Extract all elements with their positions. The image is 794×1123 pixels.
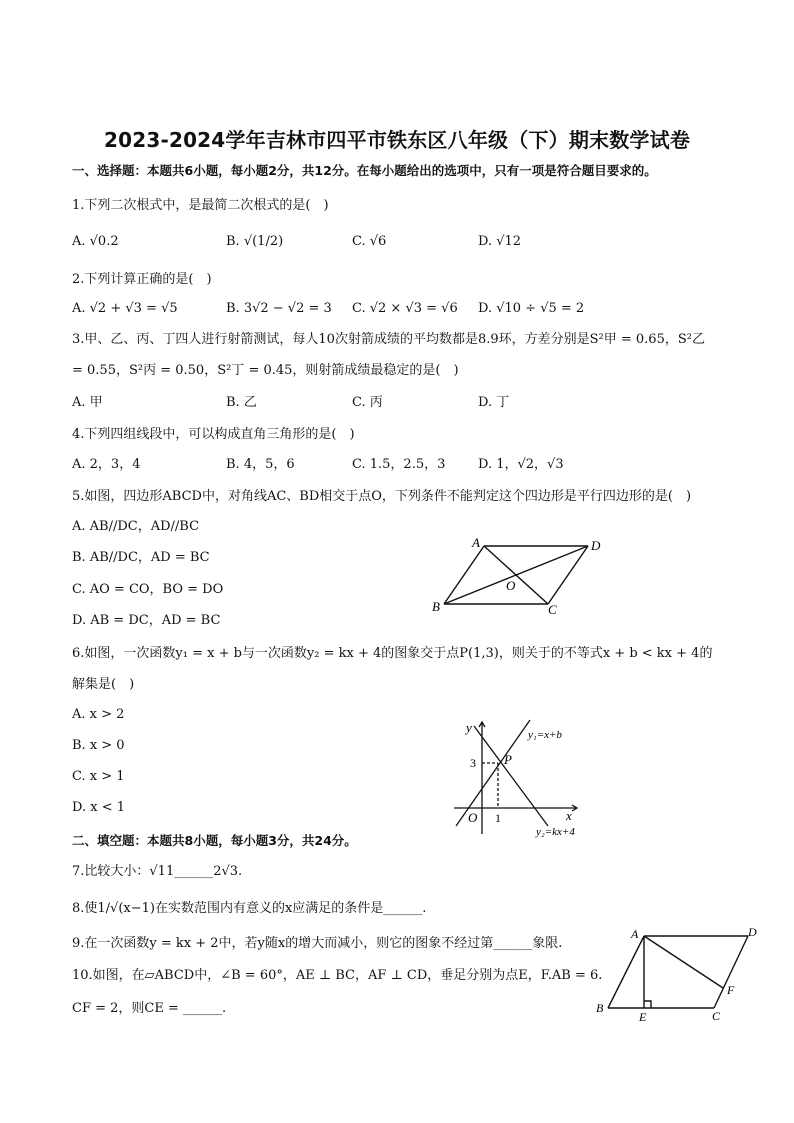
q3-option-b: B. 乙 xyxy=(226,395,257,410)
q5-label-o: O xyxy=(506,578,516,593)
q6-label-origin: O xyxy=(468,810,478,825)
q5-parallelogram-figure xyxy=(424,532,610,618)
q8-text: 8.使1/√(x−1)在实数范围内有意义的x应满足的条件是______. xyxy=(72,901,427,916)
q2-option-c: C. √2 × √3 = √6 xyxy=(352,301,458,316)
q6-option-d: D. x < 1 xyxy=(72,800,125,815)
section-1-heading: 一、选择题：本题共6小题，每小题2分，共12分。在每小题给出的选项中，只有一项是符合题目要求的。 xyxy=(72,163,657,178)
q1-option-a: A. √0.2 xyxy=(72,234,119,249)
q6-label-p: P xyxy=(504,752,512,767)
q5-label-a: A xyxy=(472,535,480,550)
q10-label-e: E xyxy=(639,1010,647,1024)
q1-option-b: B. √(1/2) xyxy=(226,234,284,249)
q4-option-d: D. 1，√2，√3 xyxy=(478,457,564,472)
q10-parallelogram-figure xyxy=(590,924,762,1024)
q1-stem: 1.下列二次根式中，是最简二次根式的是( ) xyxy=(72,198,329,213)
exam-title: 2023-2024学年吉林市四平市铁东区八年级（下）期末数学试卷 xyxy=(103,128,691,152)
q10-label-c: C xyxy=(712,1009,721,1023)
q6-stem-line2: 解集是( ) xyxy=(72,677,135,692)
q3-option-c: C. 丙 xyxy=(352,395,383,410)
q10-line2: CF = 2，则CE = ______. xyxy=(72,1001,227,1016)
q10-label-f: F xyxy=(727,983,735,997)
q10-label-b: B xyxy=(596,1001,604,1015)
q6-function-graph xyxy=(446,716,606,840)
q4-option-a: A. 2，3，4 xyxy=(72,457,141,472)
q3-option-a: A. 甲 xyxy=(72,395,103,410)
q5-label-c: C xyxy=(548,602,557,617)
q6-label-1: 1 xyxy=(495,811,501,825)
q10-label-a: A xyxy=(631,927,639,941)
q10-line1: 10.如图，在▱ABCD中，∠B = 60°，AE ⊥ BC，AF ⊥ CD，垂足分别为点E，F.AB = 6. xyxy=(72,968,603,983)
q4-option-b: B. 4，5，6 xyxy=(226,457,295,472)
q6-label-y1: y₁=x+b xyxy=(528,729,562,741)
q7-text: 7.比较大小：√11______2√3. xyxy=(72,864,243,879)
q5-stem: 5.如图，四边形ABCD中，对角线AC、BD相交于点O，下列条件不能判定这个四边形是平行四边形的是( ) xyxy=(72,489,692,504)
q6-label-y2: y₂=kx+4 xyxy=(536,826,575,838)
q3-option-d: D. 丁 xyxy=(478,395,510,410)
q3-stem-line2: = 0.55，S²丙 = 0.50，S²丁 = 0.45，则射箭成绩最稳定的是( ) xyxy=(72,363,459,378)
q5-option-a: A. AB//DC，AD//BC xyxy=(72,519,200,534)
q10-label-d: D xyxy=(748,925,757,939)
q9-text: 9.在一次函数y = kx + 2中，若y随x的增大而减小，则它的图象不经过第______象限. xyxy=(72,936,563,951)
section-2-heading: 二、填空题：本题共8小题，每小题3分，共24分。 xyxy=(72,833,357,848)
q6-label-x: x xyxy=(566,808,572,823)
q2-option-d: D. √10 ÷ √5 = 2 xyxy=(478,301,585,316)
q2-option-b: B. 3√2 − √2 = 3 xyxy=(226,301,332,316)
q6-label-3: 3 xyxy=(470,756,476,770)
q5-label-b: B xyxy=(432,599,440,614)
q6-option-c: C. x > 1 xyxy=(72,769,125,784)
q1-option-d: D. √12 xyxy=(478,234,522,249)
q5-option-c: C. AO = CO，BO = DO xyxy=(72,582,224,597)
q6-option-a: A. x > 2 xyxy=(72,707,125,722)
q1-option-c: C. √6 xyxy=(352,234,387,249)
q2-stem: 2.下列计算正确的是( ) xyxy=(72,272,212,287)
q5-option-d: D. AB = DC，AD = BC xyxy=(72,613,221,628)
q4-stem: 4.下列四组线段中，可以构成直角三角形的是( ) xyxy=(72,427,355,442)
q2-option-a: A. √2 + √3 = √5 xyxy=(72,301,178,316)
q6-label-y: y xyxy=(466,720,472,735)
q6-stem-line1: 6.如图，一次函数y₁ = x + b与一次函数y₂ = kx + 4的图象交于点P(1,3)，则关于的不等式x + b < kx + 4的 xyxy=(72,646,713,661)
q3-stem-line1: 3.甲、乙、丙、丁四人进行射箭测试，每人10次射箭成绩的平均数都是8.9环，方差分别是S²甲 = 0.65，S²乙 xyxy=(72,332,705,347)
q5-option-b: B. AB//DC，AD = BC xyxy=(72,550,210,565)
q6-option-b: B. x > 0 xyxy=(72,738,125,753)
q4-option-c: C. 1.5，2.5，3 xyxy=(352,457,446,472)
q5-label-d: D xyxy=(591,538,601,553)
